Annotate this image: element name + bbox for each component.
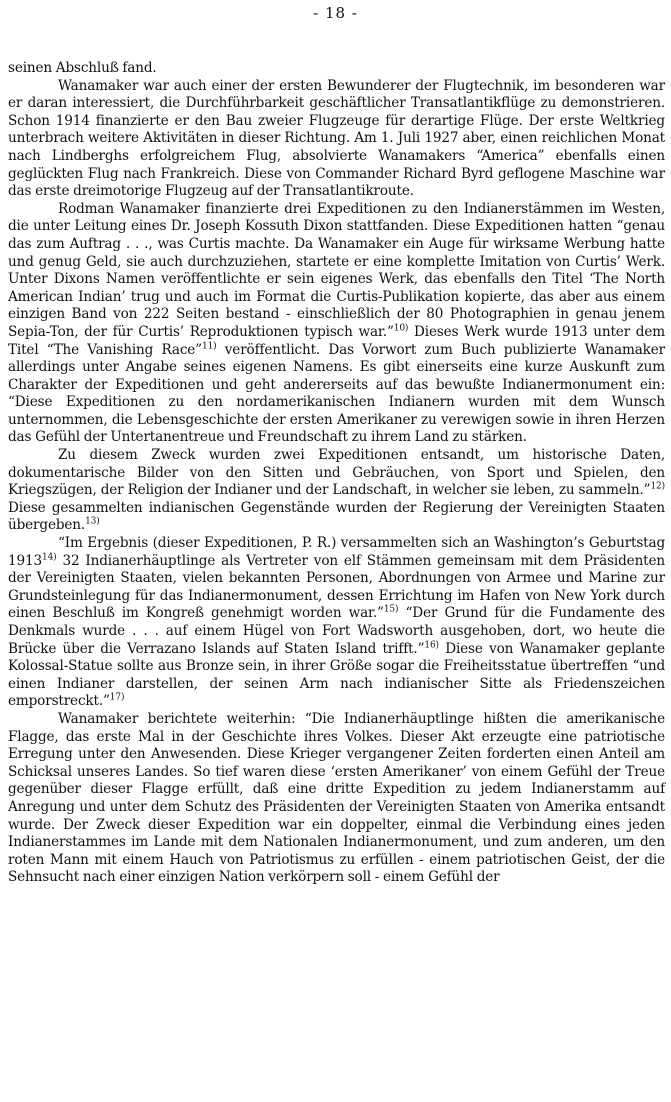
paragraph-text: “Im Ergebnis (dieser Expeditionen, P. R.) versammelten sich an Washington’s Geburtstag 1913 bbox=[8, 535, 665, 569]
footnote-reference: 10) bbox=[393, 323, 409, 334]
footnote-reference: 17) bbox=[109, 692, 125, 703]
paragraph-text: Dieses Werk wurde 1913 unter dem Titel “The Vanishing Race” bbox=[8, 323, 665, 358]
paragraph-text: “Der Grund für die Fundamente des Denkmals wurde . . . auf einem Hügel von Fort Wadsworth ausgehoben, dort, wo heute die Brücke über die Verrazano Islands auf Staten Island trifft.” bbox=[8, 605, 665, 657]
paragraph-text: Rodman Wanamaker finanzierte drei Expeditionen zu den Indianerstämmen im Westen, die unter Leitung eines Dr. Joseph Kossuth Dixon stattfanden. Diese Expeditionen hatten “genau das zum Auftrag . . ., was Curtis machte. Da Wanamaker ein Auge für wirksame Werbung hatte und genug Geld, sie auch durchzuziehen, startete er eine komplette Imitation von Curtis’ Werk. Unter Dixons Namen veröffentlichte er sein eigenes Werk, das ebenfalls den Titel ‘The North American Indian’ trug und auch im Format die Curtis-Publikation kopierte, das aber aus einem einzigen Band von 222 Seiten bestand - einschließlich der 80 Photographien in genau jenem Sepia-Ton, der für Curtis’ Reproduktionen typisch war.” bbox=[8, 200, 665, 340]
paragraph-text: Wanamaker war auch einer der ersten Bewunderer der Flugtechnik, im besonderen war er daran interessiert, die Durchführbarkeit geschäftlicher Transatlantikflüge zu demonstrieren. Schon 1914 finanzierte er den Bau zweier Flugzeuge für derartige Flüge. Der erste Weltkrieg unterbrach weitere Aktivitäten in dieser Richtung. Am 1. Juli 1927 aber, einen reichlichen Monat nach Lindberghs erfolgreichem Flug, absolvierte Wanamakers “America” ebenfalls einen geglückten Flug nach Frankreich. Diese von Commander Richard Byrd geflogene Maschine war das erste dreimotorige Flugzeug auf der Transatlantikroute. bbox=[8, 77, 665, 200]
paragraph bbox=[8, 201, 665, 447]
footnote-reference: 12) bbox=[650, 481, 665, 492]
footnote-reference: 16) bbox=[424, 640, 439, 651]
paragraph-text: Diese gesammelten indianischen Gegenstände wurden der Regierung der Vereinigten Staaten übergeben. bbox=[8, 499, 665, 534]
paragraph bbox=[8, 711, 665, 887]
body-text bbox=[8, 60, 665, 887]
paragraph-text: Wanamaker berichtete weiterhin: “Die Indianerhäuptlinge hißten die amerikanische Flagge, das erste Mal in der Geschichte ihres Volkes. Dieser Akt erzeugte eine patriotische Erregung unter den Anwesenden. Diese Krieger vergangener Zeiten forderten einen Anteil am Schicksal unseres Landes. So tief waren diese ‘ersten Amerikaner’ von einem Gefühl der Treue gegenüber dieser Flagge erfüllt, daß eine dritte Expedition zu jedem Indianerstamm auf Anregung und unter dem Schutz des Präsidenten der Vereinigten Staaten von Amerika entsandt wurde. Der Zweck dieser Expedition war ein doppelter, einmal die Verbindung eines jeden Indianerstammes im Lande mit dem Nationalen Indianermonument, und zum anderen, um den roten Mann mit einem Hauch von Patriotismus zu erfüllen - einem patriotischen Geist, der die Sehnsucht nach einer einzigen Nation verkörpern soll - einem Gefühl der bbox=[8, 710, 665, 886]
paragraph-text: Zu diesem Zweck wurden zwei Expeditionen entsandt, um historische Daten, dokumentarische Bilder von den Sitten und Gebräuchen, von Sport und Spielen, den Kriegszügen, der Religion der Indianer und der Landschaft, in welcher sie leben, zu sammeln.” bbox=[8, 447, 665, 499]
paragraph bbox=[8, 447, 665, 535]
page-number: - 18 - bbox=[313, 4, 358, 22]
paragraph-text: 32 Indianerhäuptlinge als Vertreter von elf Stämmen gemeinsam mit dem Präsidenten der Vereinigten Staaten, vielen bekannten Personen, Abordnungen von Armee und Marine zur Grundsteinlegung für das Indianermonument, dessen Errichtung im Hafen von New York durch einen Beschluß im Kongreß genehmigt worden war.” bbox=[8, 552, 665, 622]
footnote-reference: 14) bbox=[42, 552, 57, 563]
paragraph bbox=[8, 60, 665, 78]
footnote-reference: 11) bbox=[202, 340, 217, 351]
paragraph bbox=[8, 78, 665, 201]
paragraph-text: Diese von Wanamaker geplante Kolossal-Statue sollte aus Bronze sein, in ihrer Größe sogar die Freiheitsstatue übertreffen “und einen Indianer darstellen, der seinen Arm nach indianischer Sitte als Friedenszeichen emporstreckt.” bbox=[8, 640, 665, 710]
footnote-reference: 15) bbox=[383, 604, 399, 615]
paragraph-text: veröffentlicht. Das Vorwort zum Buch publizierte Wanamaker allerdings unter Angabe seines eigenen Namens. Es gibt einerseits eine kurze Auskunft zum Charakter der Expeditionen und geht andererseits auf das bewußte Indianermonument ein: “Diese Expeditionen zu den nordamerikanischen Indianern wurden mit dem Wunsch unternommen, die Lebensgeschichte der ersten Amerikaner zu verewigen sowie in ihren Herzen das Gefühl der Untertanentreue und Freundschaft zu ihrem Land zu stärken. bbox=[8, 341, 665, 446]
footnote-reference: 13) bbox=[85, 516, 100, 527]
paragraph-text: seinen Abschluß fand. bbox=[8, 60, 157, 76]
paragraph bbox=[8, 535, 665, 711]
